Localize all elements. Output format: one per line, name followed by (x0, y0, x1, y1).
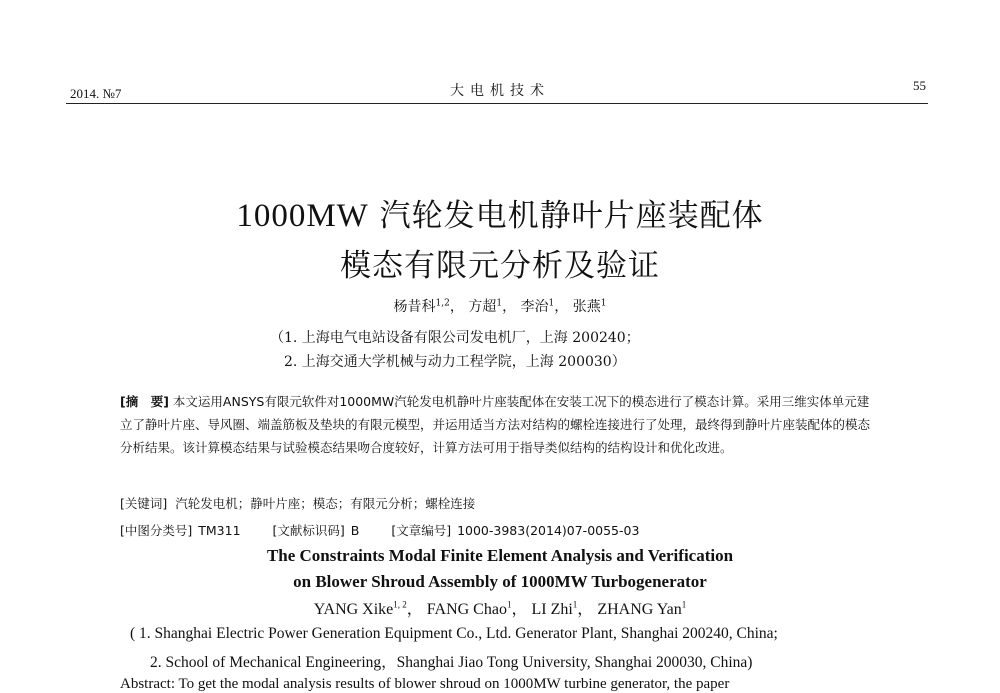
english-author-list (0, 596, 1000, 619)
header-rule (66, 103, 928, 104)
english-affiliation-1: ( 1. Shanghai Electric Power Generation Equipment Co., Ltd. Generator Plant, Shanghai 200240, China; (130, 625, 778, 642)
affiliation-cn-1: （1. 上海电气电站设备有限公司发电机厂，上海 200240； (270, 330, 640, 346)
english-author-name: YANG Xike (313, 601, 394, 618)
journal-name: 大电机技术 (450, 83, 550, 99)
doc-code-tag: [文献标识码] (272, 523, 345, 538)
keywords (120, 494, 475, 512)
author-affiliation-mark: 1 (600, 298, 607, 309)
author-name: 方超 (468, 299, 497, 315)
title-power-rating: 1000MW (236, 198, 369, 234)
english-affiliation-2: 2. School of Mechanical Engineering，Shanghai Jiao Tong University, Shanghai 200030, China) (150, 654, 753, 671)
author-list (0, 296, 1000, 316)
english-abstract-start: Abstract: To get the modal analysis results of blower shroud on 1000MW turbine generator, the paper (120, 676, 730, 692)
abstract-tag: [摘 要] (120, 394, 169, 409)
author-affiliation-mark: 1 (496, 298, 503, 309)
english-author-mark: 1 (681, 599, 687, 610)
author-affiliation-mark: 1 (548, 298, 555, 309)
english-title-line2: on Blower Shroud Assembly of 1000MW Turbogenerator (293, 572, 707, 591)
doc-code: B (350, 523, 360, 538)
article-number-tag: [文章编号] (391, 523, 452, 538)
classification-line (120, 521, 639, 539)
paper-title-line1 (0, 190, 1000, 235)
affiliation-cn-2: 2. 上海交通大学机械与动力工程学院，上海 200030） (284, 354, 626, 370)
english-author-separator: ， (511, 601, 528, 618)
author-separator: ， (502, 299, 517, 315)
author-affiliation-mark: 1,2 (435, 298, 450, 309)
author-separator: ， (554, 299, 569, 315)
english-author-mark: 1 (572, 599, 578, 610)
abstract-text: 本文运用ANSYS有限元软件对1000MW汽轮发电机静叶片座装配体在安装工况下的模态进行了模态计算。采用三维实体单元建立了静叶片座、导风圈、端盖筋板及垫块的有限元模型，并运用适当方法对结构的螺栓连接进行了处理，最终得到静叶片座装配体的模态分析结果。该计算模态结果与试验模态结果吻合度较好，计算方法可用于指导类似结构的结构设计和优化改进。 (120, 394, 871, 455)
title-text-line1: 汽轮发电机静叶片座装配体 (368, 198, 764, 234)
paper-title-line2: 模态有限元分析及验证 (340, 248, 660, 284)
keywords-text: 汽轮发电机；静叶片座；模态；有限元分析；螺栓连接 (175, 496, 476, 511)
english-title-line1: The Constraints Modal Finite Element Analysis and Verification (266, 546, 734, 565)
english-author-name: FANG Chao (426, 601, 507, 618)
author-name: 张燕 (572, 299, 601, 315)
keywords-tag: [关键词] (120, 496, 168, 511)
english-author-name: ZHANG Yan (597, 601, 682, 618)
issue-number: 2014. №7 (70, 86, 122, 101)
page-number: 55 (913, 78, 926, 93)
author-separator: ， (449, 299, 464, 315)
english-author-mark: 1 (506, 599, 512, 610)
abstract-cn (120, 390, 880, 459)
article-number: 1000-3983(2014)07-0055-03 (457, 523, 640, 538)
english-author-name: LI Zhi (531, 601, 573, 618)
author-name: 杨昔科 (393, 299, 436, 315)
english-author-separator: ， (406, 601, 423, 618)
clc-tag: [中图分类号] (120, 523, 193, 538)
clc-code: TM311 (198, 523, 241, 538)
english-author-separator: ， (577, 601, 594, 618)
author-name: 李治 (520, 299, 549, 315)
english-author-mark: 1, 2 (393, 599, 407, 610)
